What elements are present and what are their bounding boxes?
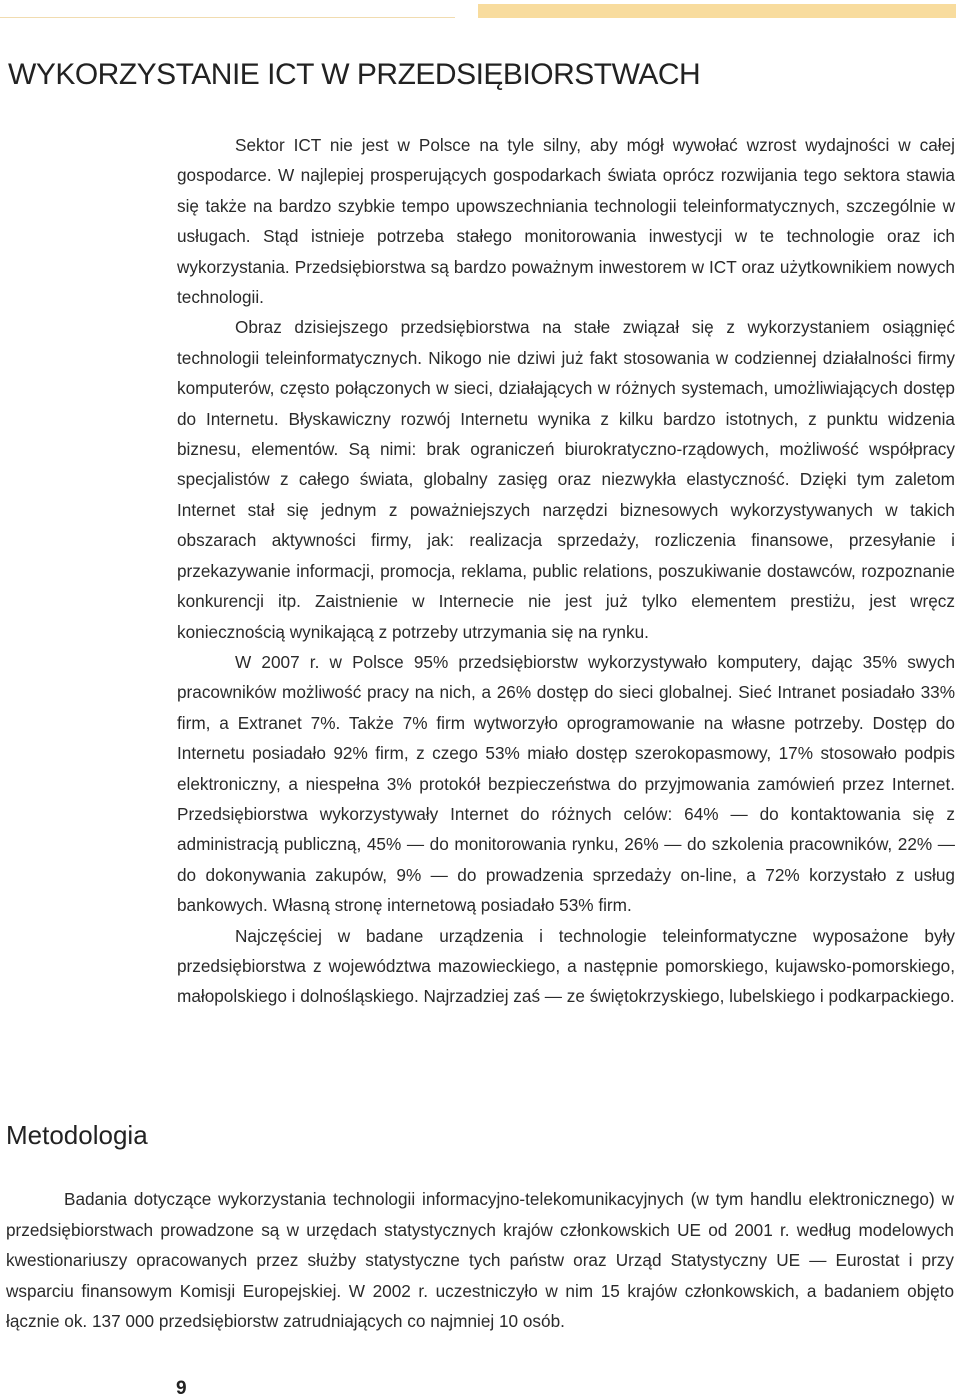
paragraph-intro: Sektor ICT nie jest w Polsce na tyle silny, aby mógł wywołać wzrost wydajności w całej gospodarce. W najlepiej prosperujących gospodarkach świata oprócz rozwijania tego sektora stawia się także na bardzo szybkie tempo upowszechniania technologii teleinformatycznych, szczególnie w usługach. Stąd istnieje potrzeba stałego monitorowania inwestycji w te technologie oraz ich wykorzystania. Przedsiębiorstwa są bardzo poważnym inwestorem w ICT oraz użytkownikiem nowych technologii. xyxy=(177,135,955,308)
main-text xyxy=(177,130,955,1012)
paragraph-statistics: W 2007 r. w Polsce 95% przedsiębiorstw wykorzystywało komputery, dając 35% swych pracowników możliwość pracy na nich, a 26% dostęp do sieci globalnej. Sieć Intranet posiadało 33% firm, a Extranet 7%. Także 7% firm wytworzyło oprogramowanie na własne potrzeby. Dostęp do Internetu posiadało 92% firm, z czego 53% miało dostęp szerokopasmowy, 17% stosowało podpis elektroniczny, a niespełna 3% protokół bezpieczeństwa do przyjmowania zamówień przez Internet. Przedsiębiorstwa wykorzystywały Internet do różnych celów: 64% — do kontaktowania się z administracją publiczną, 45% — do monitorowania rynku, 26% — do szkolenia pracowników, 22% — do dokonywania zakupów, 9% — do prowadzenia sprzedaży on-line, a 72% korzystało z usług bankowych. Własną stronę internetową posiadało 53% firm. xyxy=(177,651,955,916)
methodology-section xyxy=(6,1184,954,1337)
page-title: WYKORZYSTANIE ICT W PRZEDSIĘBIORSTWACH xyxy=(8,58,701,91)
header-bar-accent xyxy=(478,4,956,18)
methodology-title: Metodologia xyxy=(6,1120,148,1150)
methodology-paragraph: Badania dotyczące wykorzystania technologii informacyjno-telekomunikacyjnych (w tym handlu elektronicznego) w przedsiębiorstwach prowadzone są w urzędach statystycznych krajów członkowskich UE od 2001 r. według modelowych kwestionariuszy opracowanych przez służby statystyczne tych państw oraz Urząd Statystyczny UE — Eurostat i przy wsparciu finansowym Komisji Europejskiej. W 2002 r. uczestniczyło w nim 15 krajów członkowskich, a badaniem objęto łącznie ok. 137 000 przedsiębiorstw zatrudniających co najmniej 10 osób. xyxy=(6,1189,954,1332)
page-number: 9 xyxy=(176,1378,187,1399)
paragraph-internet: Obraz dzisiejszego przedsiębiorstwa na stałe związał się z wykorzystaniem osiągnięć technologii teleinformatycznych. Nikogo nie dziwi już fakt stosowania w codziennej działalności firmy komputerów, często połączonych w sieci, działających w różnych systemach, umożliwiających dostęp do Internetu. Błyskawiczny rozwój Internetu wynika z kilku bardzo istotnych, z punktu widzenia biznesu, elementów. Są nimi: brak ograniczeń biurokratyczno-rządowych, możliwość współpracy specjalistów z całego świata, globalny zasięg oraz niezwykła elastyczność. Dzięki tym zaletom Internet stał się jednym z poważniejszych narzędzi biznesowych wykorzystywanych w takich obszarach aktywności firmy, jak: realizacja sprzedaży, rozliczenia finansowe, przesyłanie i przekazywanie informacji, promocja, reklama, public relations, poszukiwanie dostawców, rozpoznanie konkurencji itp. Zaistnienie w Internecie nie jest już tylko elementem prestiżu, jest wręcz koniecznością wynikającą z potrzeby utrzymania się na rynku. xyxy=(177,317,955,642)
paragraph-regions: Najczęściej w badane urządzenia i technologie teleinformatyczne wyposażone były przedsiębiorstwa z województwa mazowieckiego, a następnie pomorskiego, kujawsko-pomorskiego, małopolskiego i dolnośląskiego. Najrzadziej zaś — ze świętokrzyskiego, lubelskiego i podkarpackiego. xyxy=(177,925,955,1007)
header-bar-left xyxy=(0,2,455,18)
